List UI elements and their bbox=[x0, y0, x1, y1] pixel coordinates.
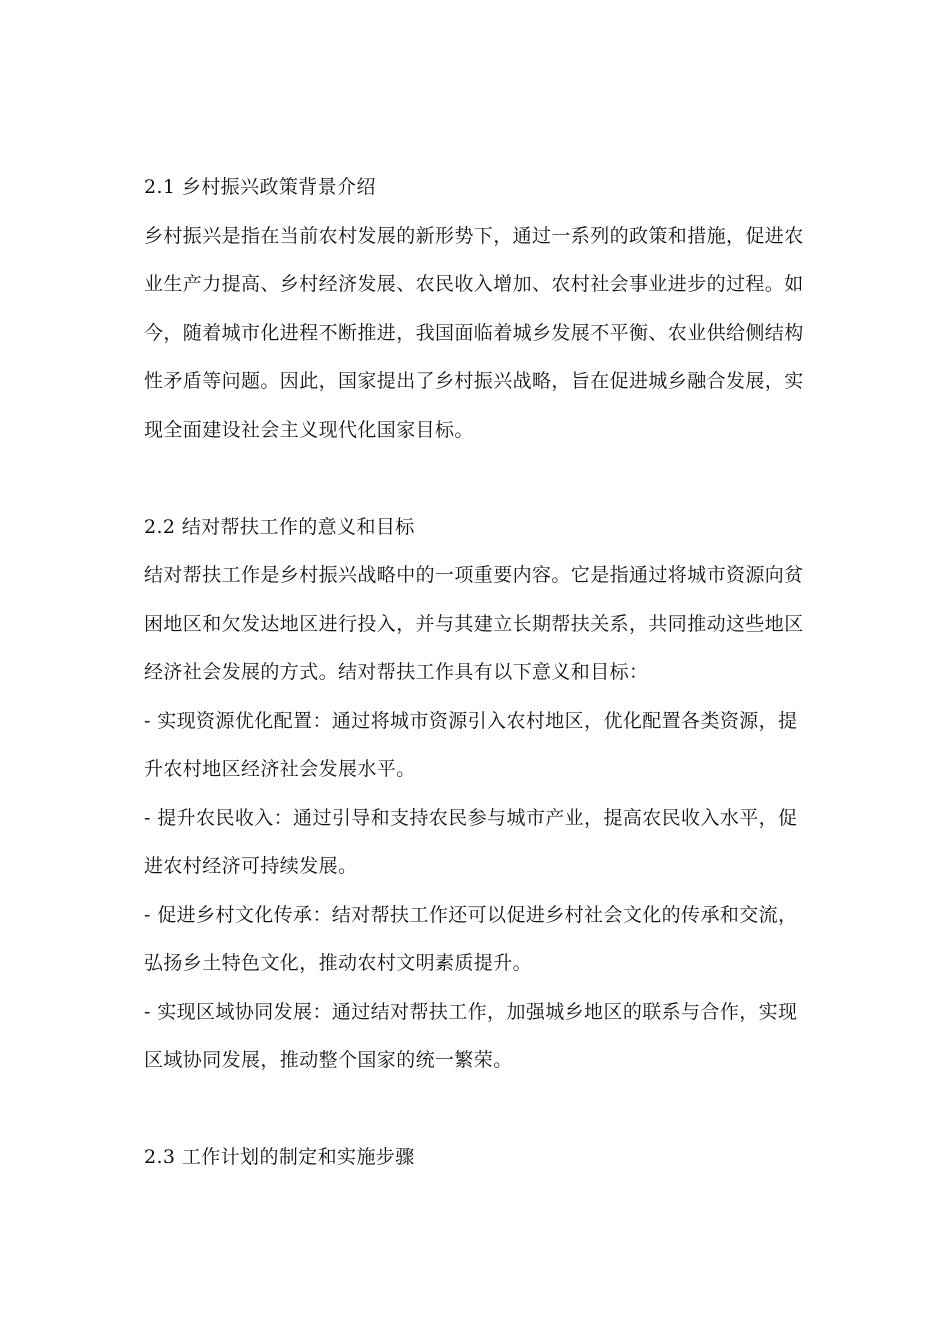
bullet-item: - 提升农民收入：通过引导和支持农民参与城市产业，提高农民收入水平，促进农村经济可持续发展。 bbox=[144, 806, 798, 877]
bullet-item: - 实现资源优化配置：通过将城市资源引入农村地区，优化配置各类资源，提升农村地区经济社会发展水平。 bbox=[144, 709, 798, 780]
document-content bbox=[144, 163, 810, 1182]
section-heading: 2.3 工作计划的制定和实施步骤 bbox=[144, 1146, 415, 1168]
section-2-1 bbox=[144, 163, 810, 454]
section-paragraph: 结对帮扶工作是乡村振兴战略中的一项重要内容。它是指通过将城市资源向贫困地区和欠发达地区进行投入，并与其建立长期帮扶关系，共同推动这些地区经济社会发展的方式。结对帮扶工作具有以下意义和目标： bbox=[144, 564, 804, 683]
section-paragraph: 乡村振兴是指在当前农村发展的新形势下，通过一系列的政策和措施，促进农业生产力提高、乡村经济发展、农民收入增加、农村社会事业进步的过程。如今，随着城市化进程不断推进，我国面临着城乡发展不平衡、农业供给侧结构性矛盾等问题。因此，国家提出了乡村振兴战略，旨在促进城乡融合发展，实现全面建设社会主义现代化国家目标。 bbox=[144, 224, 804, 441]
section-2-2 bbox=[144, 503, 810, 1085]
bullet-item: - 促进乡村文化传承：结对帮扶工作还可以促进乡村社会文化的传承和交流，弘扬乡土特色文化，推动农村文明素质提升。 bbox=[144, 903, 798, 974]
section-heading: 2.2 结对帮扶工作的意义和目标 bbox=[144, 515, 415, 538]
section-2-3 bbox=[144, 1133, 810, 1182]
section-heading: 2.1 乡村振兴政策背景介绍 bbox=[144, 176, 376, 198]
bullet-item: - 实现区域协同发展：通过结对帮扶工作，加强城乡地区的联系与合作，实现区域协同发展，推动整个国家的统一繁荣。 bbox=[144, 1000, 798, 1071]
